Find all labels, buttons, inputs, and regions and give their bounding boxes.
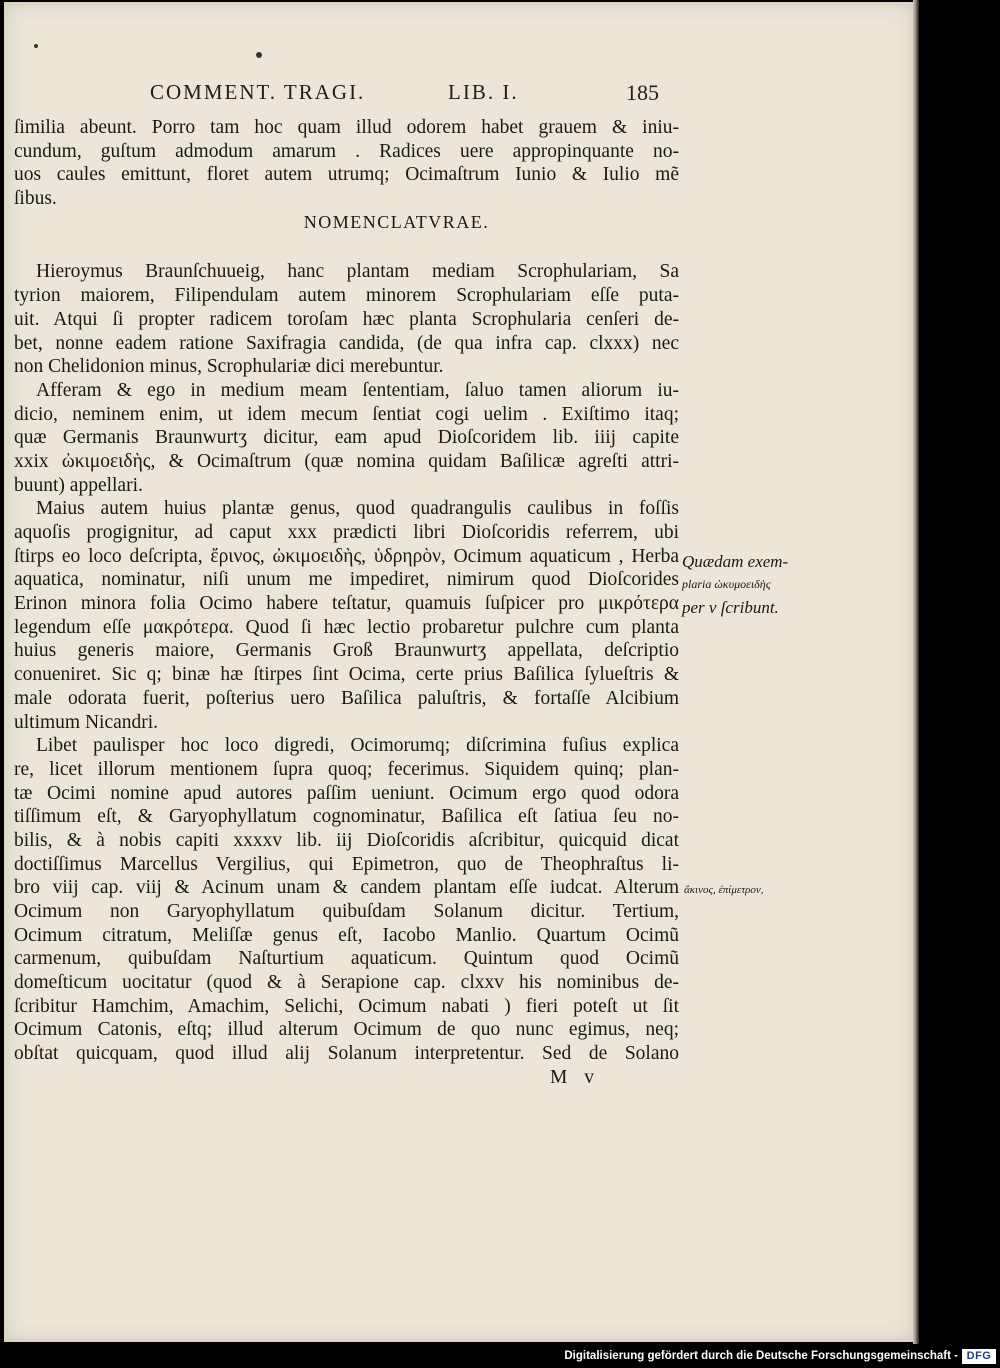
text-line: uos caules emittunt, floret autem utrumq; Ocimaſtrum Iunio & Iulio mẽ (14, 164, 679, 186)
signature-mark: M v (550, 1066, 600, 1088)
margin-note-greek: ἄκινος, ἐπίμετρον, (684, 884, 764, 896)
text-line: cundum, guſtum admodum amarum . Radices uere appropinquante no- (14, 140, 679, 162)
dfg-logo: DFG (962, 1349, 996, 1364)
text-line: legendum eſſe μακρότερα. Quod ſi hæc lectio probaretur pulchre cum planta (14, 616, 679, 638)
running-head (4, 80, 914, 110)
text-line: conueniret. Sic q; binæ hæ ſtirpes ſint Ocima, certe prius Baſilica ſylueſtris & (14, 664, 679, 686)
text-line: male odorata fuerit, poſterius uero Baſilica paluſtris, & fortaſſe Alcibium (14, 687, 679, 709)
running-head-title: COMMENT. TRAGI. (150, 80, 366, 104)
text-line: Maius autem huius plantæ genus, quod quadrangulis caulibus in foſſis (36, 498, 679, 520)
text-line: re, licet illorum mentionem ſupra quoq; fecerimus. Siquidem quinq; plan- (14, 758, 679, 780)
text-line: domeſticum uocitatur (quod & à Serapione cap. clxxv his nominibus de- (14, 972, 679, 994)
text-line: ſibus. (14, 188, 57, 210)
text-line: bet, nonne eadem ratione Saxifragia candida, (de qua infra cap. clxxx) nec (14, 332, 679, 354)
text-line: aquatica, nominatur, niſi unum me impediret, nimirum quod Dioſcorides (14, 569, 679, 591)
text-line: uit. Atqui ſi propter radicem toroſam hæc planta Scrophularia cenſeri de- (14, 308, 679, 330)
page-edge (913, 0, 919, 1344)
page-number: 185 (626, 80, 659, 105)
text-line: tyrion maiorem, Filipendulam autem minorem Scrophulariam eſſe puta- (14, 285, 679, 307)
text-line: bro viij cap. viij & Acinum unam & candem plantam eſſe iudcat. Alterum (14, 877, 679, 899)
text-line: Libet paulisper hoc loco digredi, Ocimorumq; diſcrimina fuſius explica (36, 735, 679, 757)
text-line: Ocimum Catonis, eſtq; illud alterum Ocimum de quo nunc egimus, neq; (14, 1019, 679, 1041)
margin-note (682, 550, 812, 619)
text-line: Erinon minora folia Ocimo habere teſtatur, quamuis ſuſpicer pro μικρότερα (14, 593, 679, 615)
body-text (14, 116, 679, 1090)
text-line: dicio, neminem enim, ut idem mecum ſentiat cogi uelim . Exiſtimo itaq; (14, 403, 679, 425)
text-line: Hieroymus Braunſchuueig, hanc plantam mediam Scrophulariam, Sa (36, 261, 679, 283)
ink-speck (256, 52, 262, 58)
text-line: quæ Germanis Braunwurtʒ dicitur, eam apud Dioſcoridem lib. iiij capite (14, 427, 679, 449)
text-line: Ocimum citratum, Meliſſæ genus eſt, Iacobo Manlio. Quartum Ocimũ (14, 924, 679, 946)
text-line: bilis, & à nobis capiti xxxxv lib. iij Dioſcoridis aſcribitur, quicquid dicat (14, 829, 679, 851)
footer-bar (0, 1347, 1000, 1368)
text-line: doctiſſimus Marcellus Vergilius, qui Epimetron, quo de Theophraſtus li- (14, 853, 679, 875)
funding-credit: Digitalisierung gefördert durch die Deutsche Forschungsgemeinschaft - (564, 1350, 958, 1362)
text-line: Ocimum non Garyophyllatum quibuſdam Solanum dicitur. Tertium, (14, 901, 679, 922)
text-line: tæ Ocimi nomine apud autores paſſim ueniunt. Ocimum ergo quod odora (14, 782, 679, 804)
text-line: huius generis maiore, Germanis Groß Braunwurtʒ appellata, deſcriptio (14, 640, 679, 662)
text-line: ſcribitur Hamchim, Amachim, Selichi, Ocimum nabati ) fieri poteſt ut ſit (14, 995, 679, 1017)
book-page (4, 2, 914, 1342)
text-line: tiſſimum eſt, & Garyophyllatum cognominatur, Baſilica eſt ſatiua ſeu no- (14, 806, 679, 828)
text-line: obſtat quicquam, quod illud alij Solanum interpretentur. Sed de Solano (14, 1043, 679, 1065)
text-line: aquoſis progignitur, ad caput xxx prædicti libri Dioſcoridis referrem, ubi (14, 522, 679, 543)
text-line: ſtirps eo loco deſcripta, ἔρινος, ὠκιμοειδὴς, ὑδρηρὸν, Ocimum aquaticum , Herba (14, 545, 679, 567)
ink-speck (34, 44, 38, 48)
margin-note-line: plaria ὠκυμοειδὴς (682, 577, 771, 591)
text-line: xxix ὠκιμοειδὴς, & Ocimaſtrum (quæ nomina quidam Baſilicæ agreſti attri- (14, 450, 679, 472)
text-line: buunt) appellari. (14, 474, 143, 496)
margin-note-line: Quædam exem- (682, 552, 789, 571)
text-line: non Chelidonion minus, Scrophulariæ dici merebuntur. (14, 356, 444, 378)
text-line: carmenum, quibuſdam Naſturtium aquaticum. Quintum quod Ocimũ (14, 948, 679, 970)
text-line: ſimilia abeunt. Porro tam hoc quam illud odorem habet grauem & iniu- (14, 117, 679, 138)
text-line: ultimum Nicandri. (14, 711, 159, 733)
running-head-book: LIB. I. (448, 80, 519, 104)
section-heading: NOMENCLATVRAE. (303, 211, 490, 232)
margin-note-line: per v ſcribunt. (682, 598, 779, 617)
text-line: Afferam & ego in medium meam ſententiam, ſaluo tamen aliorum iu- (36, 379, 679, 401)
